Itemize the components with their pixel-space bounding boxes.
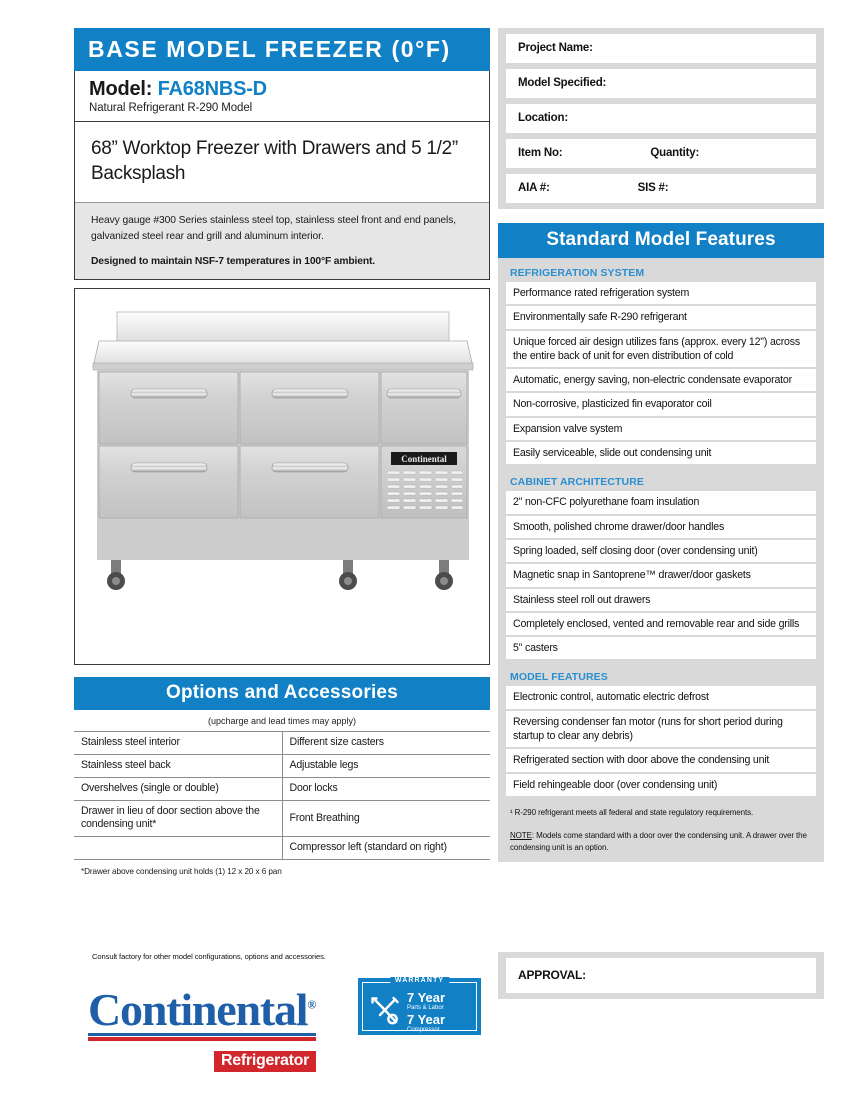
feature-item: 2" non-CFC polyurethane foam insulation bbox=[506, 491, 816, 513]
sis-label: SIS #: bbox=[637, 182, 669, 194]
approval-label: APPROVAL: bbox=[518, 967, 586, 982]
project-name-label: Project Name: bbox=[518, 42, 593, 54]
feature-item: Smooth, polished chrome drawer/door handles bbox=[506, 516, 816, 538]
product-description-title: 68” Worktop Freezer with Drawers and 5 1/2” Backsplash bbox=[91, 138, 458, 185]
registered-icon: ® bbox=[307, 997, 317, 1012]
option-cell-left: Stainless steel interior bbox=[74, 731, 282, 754]
location-field[interactable] bbox=[506, 104, 816, 133]
warranty-badge bbox=[358, 978, 481, 1035]
warranty-text bbox=[407, 991, 445, 1035]
page-title: BASE MODEL FREEZER (0°F) bbox=[74, 28, 490, 71]
project-name-field[interactable] bbox=[506, 34, 816, 63]
feature-item: Electronic control, automatic electric defrost bbox=[506, 686, 816, 708]
feature-item: Non-corrosive, plasticized fin evaporator coil bbox=[506, 393, 816, 415]
feature-item: Stainless steel roll out drawers bbox=[506, 589, 816, 611]
approval-panel bbox=[498, 952, 824, 999]
model-subtitle: Natural Refrigerant R-290 Model bbox=[89, 102, 253, 115]
table-row bbox=[74, 731, 490, 754]
refrigerant-footnote: ¹ R-290 refrigerant meets all federal and state regulatory requirements. bbox=[510, 807, 754, 817]
description-box bbox=[74, 122, 490, 279]
product-description-body bbox=[75, 202, 489, 278]
warranty-years-parts: 7 Year bbox=[407, 990, 446, 1006]
standard-features-header: Standard Model Features bbox=[498, 223, 824, 258]
aia-sis-field[interactable] bbox=[506, 174, 816, 203]
table-row bbox=[74, 800, 490, 837]
note-text: : Models come standard with a door over the condensing unit. A drawer over the condensing unit is an option. bbox=[510, 830, 807, 852]
options-footnote: *Drawer above condensing unit holds (1) 12 x 20 x 6 pan bbox=[81, 867, 282, 877]
model-specified-label: Model Specified: bbox=[518, 77, 607, 89]
feature-item: Completely enclosed, vented and removable rear and side grills bbox=[506, 613, 816, 635]
model-box bbox=[74, 71, 490, 122]
option-cell-left: Drawer in lieu of door section above the condensing unit* bbox=[74, 800, 282, 837]
svg-text:Continental: Continental bbox=[401, 453, 447, 464]
table-row bbox=[74, 777, 490, 800]
feature-item: Performance rated refrigeration system bbox=[506, 282, 816, 304]
section-title-refrigeration: REFRIGERATION SYSTEM bbox=[510, 267, 645, 279]
section-title-cabinet: CABINET ARCHITECTURE bbox=[510, 476, 645, 489]
footer bbox=[74, 977, 490, 1070]
feature-item: Spring loaded, self closing door (over condensing unit) bbox=[506, 540, 816, 562]
table-row bbox=[74, 837, 490, 860]
note-label: NOTE bbox=[510, 830, 532, 840]
warranty-inner-border bbox=[362, 977, 477, 1034]
warranty-title: WARRANTY bbox=[390, 977, 449, 984]
feature-item: Environmentally safe R-290 refrigerant bbox=[506, 306, 816, 328]
warranty-years-compressor: 7 Year bbox=[407, 1012, 446, 1028]
warranty-parts-label: Parts & Labor bbox=[407, 1005, 444, 1012]
description-text: Heavy gauge #300 Series stainless steel top, stainless steel front and end panels, galvanized steel rear and grill and aluminum interior. bbox=[91, 215, 457, 242]
freezer-illustration bbox=[75, 289, 489, 665]
consult-factory-note: Consult factory for other model configurations, options and accessories. bbox=[92, 952, 326, 962]
right-column bbox=[498, 28, 824, 999]
logo-wordmark bbox=[88, 984, 317, 1036]
project-info-panel bbox=[498, 28, 824, 209]
warranty-compressor-label: Compressor bbox=[407, 1027, 440, 1034]
quantity-label: Quantity: bbox=[650, 147, 700, 159]
feature-item: Unique forced air design utilizes fans (approx. every 12") across the entire back of unit for even distribution of cold bbox=[506, 331, 816, 368]
continental-logo bbox=[88, 984, 317, 1070]
model-specified-field[interactable] bbox=[506, 69, 816, 98]
description-bold-text: Designed to maintain NSF-7 temperatures in 100°F ambient. bbox=[91, 256, 375, 268]
features-panel bbox=[498, 258, 824, 862]
model-number: FA68NBS-D bbox=[157, 78, 267, 101]
feature-item: Easily serviceable, slide out condensing unit bbox=[506, 442, 816, 464]
section-title-model-features: MODEL FEATURES bbox=[510, 671, 608, 684]
option-cell-right: Compressor left (standard on right) bbox=[282, 837, 490, 860]
options-subnote: (upcharge and lead times may apply) bbox=[207, 715, 357, 726]
feature-item: Automatic, energy saving, non-electric condensate evaporator bbox=[506, 369, 816, 391]
option-cell-right: Front Breathing bbox=[282, 800, 490, 837]
location-label: Location: bbox=[518, 112, 568, 124]
option-cell-left: Stainless steel back bbox=[74, 754, 282, 777]
feature-item: Magnetic snap in Santoprene™ drawer/door gaskets bbox=[506, 564, 816, 586]
item-quantity-field[interactable] bbox=[506, 139, 816, 168]
option-cell-right: Door locks bbox=[282, 777, 490, 800]
table-row bbox=[74, 754, 490, 777]
option-cell-right: Adjustable legs bbox=[282, 754, 490, 777]
wrench-screwdriver-icon bbox=[369, 996, 401, 1026]
item-no-label: Item No: bbox=[518, 147, 563, 159]
left-column bbox=[74, 28, 490, 1070]
model-label: Model: bbox=[89, 78, 153, 101]
product-image bbox=[74, 288, 490, 665]
feature-item: Reversing condenser fan motor (runs for short period during startup to clear any debris) bbox=[506, 711, 816, 748]
option-cell-right: Different size casters bbox=[282, 731, 490, 754]
logo-subtitle: Refrigerator bbox=[214, 1051, 316, 1072]
model-note bbox=[506, 819, 816, 854]
feature-item: 5" casters bbox=[506, 637, 816, 659]
feature-item: Field rehingeable door (over condensing unit) bbox=[506, 774, 816, 796]
logo-name: Continental bbox=[88, 984, 308, 1036]
aia-label: AIA #: bbox=[518, 182, 550, 194]
options-table bbox=[74, 731, 490, 861]
options-header: Options and Accessories bbox=[74, 677, 490, 710]
option-cell-left bbox=[74, 837, 282, 860]
logo-red-bar bbox=[88, 1037, 316, 1041]
feature-item: Refrigerated section with door above the condensing unit bbox=[506, 749, 816, 771]
approval-field[interactable] bbox=[506, 958, 816, 993]
option-cell-left: Overshelves (single or double) bbox=[74, 777, 282, 800]
feature-item: Expansion valve system bbox=[506, 418, 816, 440]
model-line bbox=[89, 78, 489, 101]
